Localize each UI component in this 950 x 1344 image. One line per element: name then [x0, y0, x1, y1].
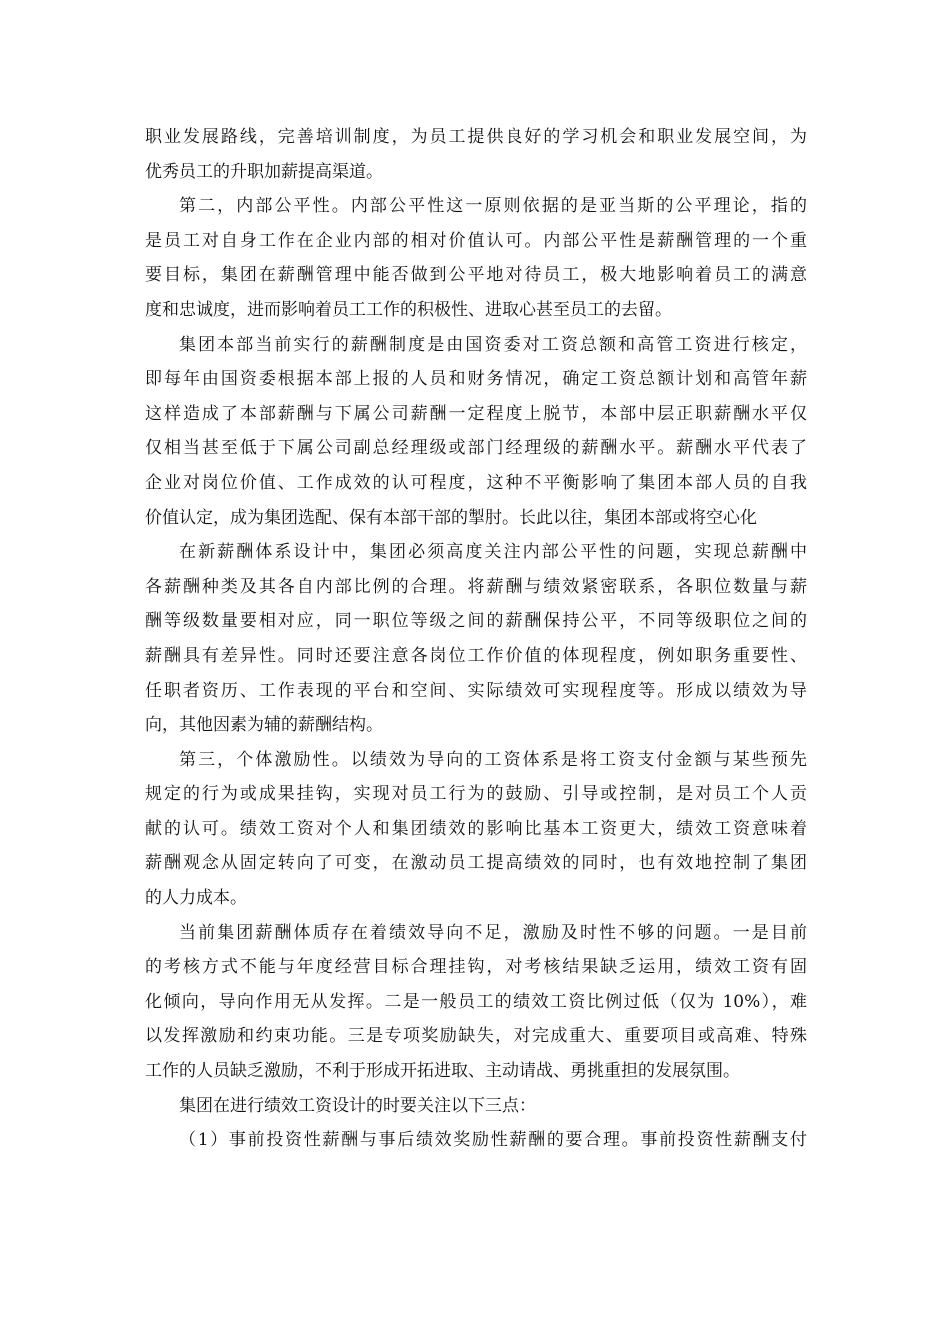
- text-line: 薪酬观念从固定转向了可变，在激动员工提高绩效的同时，也有效地控制了集团: [145, 853, 807, 874]
- text-line: 当前集团薪酬体质存在着绩效导向不足，激励及时性不够的问题。一是目前: [179, 922, 807, 943]
- text-line: 第三，个体激励性。以绩效为导向的工资体系是将工资支付金额与某些预先: [179, 749, 807, 770]
- text-line: 企业对岗位价值、工作成效的认可程度，这种不平衡影响了集团本部人员的自我: [145, 472, 807, 493]
- text-line: 规定的行为或成果挂钩，实现对员工行为的鼓励、引导或控制，是对员工个人贡: [145, 784, 807, 805]
- text-line: 向，其他因素为辅的薪酬结构。: [145, 715, 383, 736]
- text-line: 薪酬具有差异性。同时还要注意各岗位工作价值的体现程度，例如职务重要性、: [145, 645, 807, 666]
- text-line: 仅相当甚至低于下属公司副总经理级或部门经理级的薪酬水平。薪酬水平代表了: [145, 438, 807, 459]
- text-line: 以发挥激励和约束功能。三是专项奖励缺失，对完成重大、重要项目或高难、特殊: [145, 1026, 807, 1047]
- text-line: 各薪酬种类及其各自内部比例的合理。将薪酬与绩效紧密联系，各职位数量与薪: [145, 576, 807, 597]
- text-line: 是员工对自身工作在企业内部的相对价值认可。内部公平性是薪酬管理的一个重: [145, 230, 807, 251]
- text-line: 在新薪酬体系设计中，集团必须高度关注内部公平性的问题，实现总薪酬中: [179, 542, 807, 563]
- text-line: 任职者资历、工作表现的平台和空间、实际绩效可实现程度等。形成以绩效为导: [145, 680, 807, 701]
- text-line: 价值认定，成为集团选配、保有本部干部的掣肘。长此以往，集团本部或将空心化: [145, 507, 757, 528]
- text-line: 集团本部当前实行的薪酬制度是由国资委对工资总额和高管工资进行核定，: [179, 334, 807, 355]
- text-line: 集团在进行绩效工资设计的时要关注以下三点：: [179, 1095, 536, 1116]
- text-line: 度和忠诚度，进而影响着员工工作的积极性、进取心甚至员工的去留。: [145, 299, 672, 320]
- text-line: 要目标，集团在薪酬管理中能否做到公平地对待员工，极大地影响着员工的满意: [145, 265, 807, 286]
- text-line: 的人力成本。: [145, 888, 247, 909]
- text-line: 酬等级数量要相对应，同一职位等级之间的薪酬保持公平，不同等级职位之间的: [145, 611, 807, 632]
- text-line: 第二，内部公平性。内部公平性这一原则依据的是亚当斯的公平理论，指的: [179, 196, 807, 217]
- text-line: 职业发展路线，完善培训制度，为员工提供良好的学习机会和职业发展空间，为: [145, 127, 807, 147]
- text-line: 优秀员工的升职加薪提高渠道。: [145, 161, 383, 182]
- text-line: 的考核方式不能与年度经营目标合理挂钩，对考核结果缺乏运用，绩效工资有固: [145, 957, 807, 978]
- text-line: （1）事前投资性薪酬与事后绩效奖励性薪酬的要合理。事前投资性薪酬支付: [179, 1130, 807, 1151]
- document-body: [145, 120, 807, 1158]
- text-line: 即每年由国资委根据本部上报的人员和财务情况，确定工资总额计划和高管年薪: [145, 369, 807, 390]
- text-line: 献的认可。绩效工资对个人和集团绩效的影响比基本工资更大，绩效工资意味着: [145, 818, 807, 839]
- text-line: 工作的人员缺乏激励，不利于形成开拓进取、主动请战、勇挑重担的发展氛围。: [145, 1061, 740, 1082]
- text-line: 化倾向，导向作用无从发挥。二是一般员工的绩效工资比例过低（仅为 10%），难: [145, 991, 807, 1012]
- text-line: 这样造成了本部薪酬与下属公司薪酬一定程度上脱节，本部中层正职薪酬水平仅: [145, 403, 807, 424]
